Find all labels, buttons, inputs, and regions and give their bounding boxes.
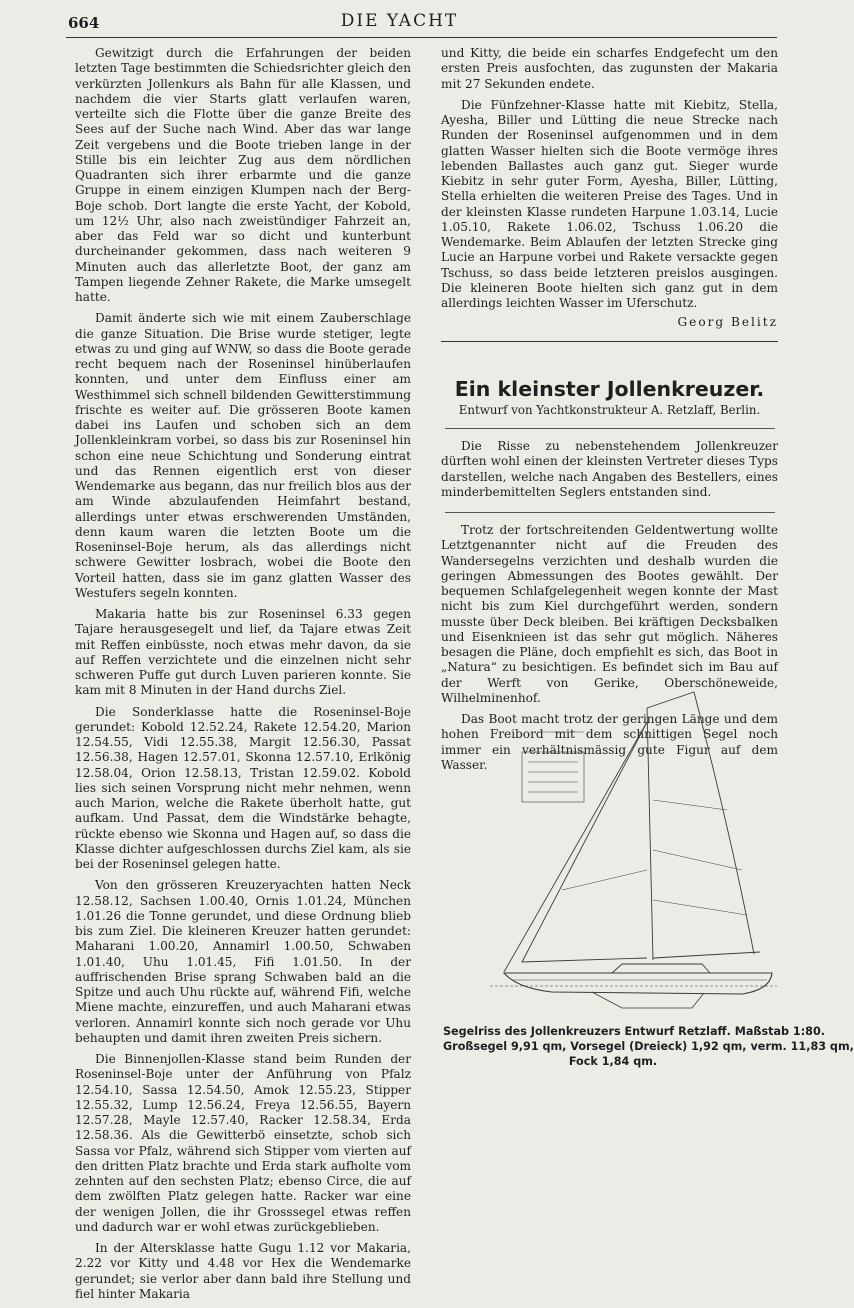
left-paragraph-4: Die Sonderklasse hatte die Roseninsel-Boje gerundet: Kobold 12.52.24, Rakete 12.54.20, Marion 12.54.55, Vidi 12.55.38, Margit 12.56.30, Passat 12.56.38, Hagen 12.57.01, Skonna 12.57.10, Erlkönig 12.58.04, Orion 12.58.13, Tristan 12.59.02. Kobold lies sich seinen Vorsprung nicht mehr nehmen, wenn auch Marion, welche die Rakete überholt hatte, gut aufkam. Und Passat, dem die Windstärke behagte, rückte ebenso wie Skonna und Hagen auf, so dass die Klasse dichter aufgeschlossen durchs Ziel kam, als sie bei der Roseninsel gelegen hatte. bbox=[75, 704, 411, 871]
article-title: Ein kleinster Jollenkreuzer. bbox=[454, 376, 765, 401]
article-paragraph-3: Das Boot macht trotz der geringen Länge und dem hohen Freibord mit dem schnittigen Segel noch immer ein verhältnismässig gute Figur auf dem Wasser. bbox=[441, 712, 778, 772]
page-number: 664 bbox=[68, 14, 100, 32]
left-paragraph-5: Von den grösseren Kreuzeryachten hatten Neck 12.58.12, Sachsen 1.00.40, Ornis 1.01.24, München 1.01.26 die Tonne gerundet, und diese Ordnung blieb bis zum Ziel. Die kleineren Kreuzer hatten gerundet: Maharani 1.00.20, Annamirl 1.00.50, Schwaben 1.01.40, Uhu 1.01.45, Fifi 1.01.50. In der auffrischenden Brise sprang Schwaben bald an die Spitze und auch Uhu rückte auf, während Fifi, welche Miene machte, einzureffen, und auch Maharani etwas verloren. Annamirl konnte sich noch gerade vor Uhu behaupten und damit ihren zweiten Preis sichern. bbox=[75, 878, 411, 1045]
left-paragraph-1: Gewitzigt durch die Erfahrungen der beiden letzten Tage bestimmten die Schiedsrichter gleich den verkürzten Jollenkurs als Bahn für alle Klassen, und nachdem die vier Starts glatt verlaufen waren, verteilte sich die Flotte über die ganze Breite des Sees auf der Suche nach Wind. Aber das war lange Zeit vergebens und die Boote trieben lange in der Stille bis ein leichter Zug aus dem nördlichen Quadranten sich ihrer erbarmte und die ganze Gruppe in einem einzigen Klumpen nach der Berg-Boje schob. Dort langte die erste Yacht, der Kobold, um 12½ Uhr, also nach zweistündiger Fahrzeit an, aber das Feld war so dicht und kunterbunt durcheinander gekommen, dass nach weiteren 9 Minuten auch das allerletzte Boot, der ganz am Tampen liegende Zehner Rakete, die Marke umsegelt hatte. bbox=[75, 46, 411, 304]
sail-plan-drawing bbox=[442, 690, 782, 1020]
figure-caption bbox=[443, 1024, 854, 1069]
section-divider bbox=[441, 341, 778, 342]
article-paragraph-1: Die Risse zu nebenstehendem Jollenkreuzer dürften wohl einen der kleinsten Vertreter dieses Typs darstellen, welche nach Angaben des Bestellers, eines minderbemittelten Seglers entstanden sind. bbox=[441, 439, 778, 499]
article-byline: Entwurf von Yachtkonstrukteur A. Retzlaff, Berlin. bbox=[458, 402, 761, 417]
right-paragraph-2: Die Fünfzehner-Klasse hatte mit Kiebitz, Stella, Ayesha, Biller und Lütting die neue Strecke nach Runden der Roseninsel aufgenommen und in dem glatten Wasser hielten sich die Boote vermöge ihres lebenden Ballastes auch ganz gut. Sieger wurde Kiebitz in sehr guter Form, Ayesha, Biller, Lütting, Stella erhielten die weiteren Preise des Tages. Und in der kleinsten Klasse rundeten Harpune 1.03.14, Lucie 1.05.10, Rakete 1.06.02, Tschuss 1.06.20 die Wendemarke. Beim Ablaufen der letzten Strecke ging Lucie an Harpune vorbei und Rakete versackte gegen Tschuss, so dass beide letzteren preislos ausgingen. Die kleineren Boote hielten sich ganz gut in dem allerdings leichten Wasser im Uferschutz. bbox=[441, 97, 778, 310]
author-signature: Georg Belitz bbox=[677, 315, 778, 330]
left-paragraph-2: Damit änderte sich wie mit einem Zauberschlage die ganze Situation. Die Brise wurde stetiger, legte etwas zu und ging auf WNW, so dass die Boote gerade recht bequem nach der Roseninsel hinüberlaufen konnten, und unter dem Einfluss einer am Westhimmel sich schnell bildenden Gewitterstimmung frischte es weiter auf. Die grösseren Boote kamen dabei ins Laufen und schoben sich an dem Jollenkleinkram vorbei, so dass bis zur Roseninsel hin schon eine neue Schichtung und Sonderung eintrat und das Rennen eigentlich erst von dieser Wendemarke aus begann, das nur freilich blos aus der am Winde abzulaufenden Heimfahrt bestand, allerdings unter etwas erschwerenden Umständen, denn kaum waren die letzten Boote um die Roseninsel-Boje herum, als das allerdings nicht schwere Gewitter losbrach, wobei die Boote den Vorteil hatten, dass sie im ganz glatten Wasser des Westufers segeln konnten. bbox=[75, 311, 411, 600]
caption-line-1: Segelriss des Jollenkreuzers Entwurf Retzlaff. Maßstab 1:80. bbox=[443, 1025, 825, 1038]
left-paragraph-7: In der Altersklasse hatte Gugu 1.12 vor Makaria, 2.22 vor Kitty und 4.48 vor Hex die Wendemarke gerundet; sie verlor aber dann bald ihre Stellung und fiel hinter Makaria bbox=[75, 1241, 411, 1301]
byline-separator bbox=[445, 428, 775, 429]
left-paragraph-3: Makaria hatte bis zur Roseninsel 6.33 gegen Tajare herausgesegelt und lief, da Tajare etwas Zeit mit Reffen einbüsste, noch etwas mehr davon, da sie auf Reffen verzichtete und die einzelnen nicht sehr schweren Puffe gut durch Luven parieren konnte. Sie kam mit 8 Minuten in der Hand durchs Ziel. bbox=[75, 607, 411, 698]
caption-line-3: Fock 1,84 qm. bbox=[568, 1055, 658, 1068]
header-rule bbox=[66, 37, 777, 38]
left-paragraph-6: Die Binnenjollen-Klasse stand beim Runden der Roseninsel-Boje unter der Anführung von Pfalz 12.54.10, Sassa 12.54.50, Amok 12.55.23, Stipper 12.55.32, Lump 12.56.24, Freya 12.56.55, Bayern 12.57.28, Mayle 12.57.40, Racker 12.58.34, Erda 12.58.36. Als die Gewitterbö einsetzte, schob sich Sassa vor Pfalz, während sich Stipper vom vierten auf den dritten Platz brachte und Erda stark aufholte vom zehnten auf den sechsten Platz; ebenso Circe, die auf dem zwölften Platz gelegen hatte. Racker war eine der wenigen Jollen, die ihr Grosssegel etwas reffen und dadurch war er wohl etwas zurückgeblieben. bbox=[75, 1052, 411, 1234]
running-title: DIE YACHT bbox=[340, 11, 459, 31]
caption-line-2: Großsegel 9,91 qm, Vorsegel (Dreieck) 1,92 qm, verm. 11,83 qm, bbox=[443, 1040, 854, 1053]
left-column bbox=[75, 46, 411, 1308]
right-column bbox=[441, 46, 778, 779]
article-separator bbox=[445, 512, 775, 513]
right-paragraph-1: und Kitty, die beide ein scharfes Endgefecht um den ersten Preis ausfochten, das zugunsten der Makaria mit 27 Sekunden endete. bbox=[441, 46, 778, 91]
article-paragraph-2: Trotz der fortschreitenden Geldentwertung wollte Letztgenannter nicht auf die Freuden des Wandersegelns verzichten und deshalb wurden die geringen Abmessungen des Bootes gewählt. Der bequemen Schlafgelegenheit wegen konnte der Mast nicht bis zum Kiel durchgeführt werden, sondern musste über Deck bleiben. Bei kräftigen Decksbalken und Eisenknieen ist das sehr gut möglich. Näheres besagen die Pläne, doch empfiehlt es sich, das Boot in „Natura“ zu besichtigen. Es befindet sich im Bau auf der Werft von Gerike, Oberschöneweide, Wilhelminenhof. bbox=[441, 523, 778, 705]
